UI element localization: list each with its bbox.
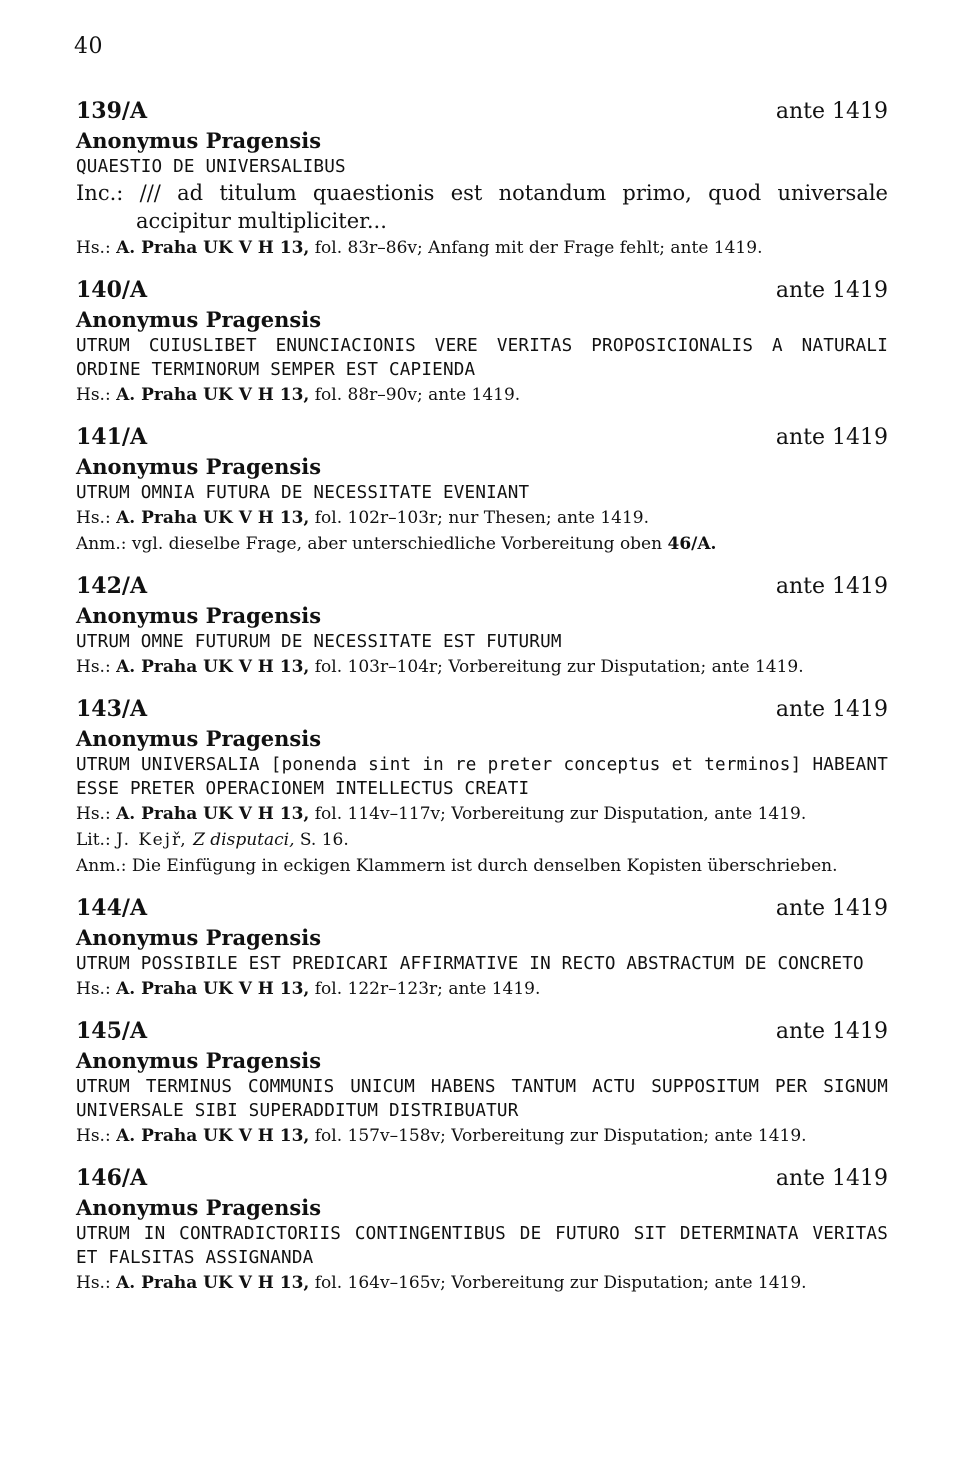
- manuscript-shelfmark: A. Praha UK V H 13,: [116, 508, 310, 528]
- annotation-reference: 46/A.: [667, 534, 717, 554]
- manuscript-label: Hs.:: [76, 657, 111, 677]
- manuscript-shelfmark: A. Praha UK V H 13,: [116, 1126, 310, 1146]
- entry-author: Anonymus Pragensis: [76, 726, 322, 751]
- manuscript-details: fol. 88r–90v; ante 1419.: [314, 385, 521, 405]
- entry-manuscript: [76, 654, 888, 680]
- manuscript-label: Hs.:: [76, 1126, 111, 1146]
- manuscript-shelfmark: A. Praha UK V H 13,: [116, 238, 310, 258]
- entry-manuscript: [76, 1123, 888, 1149]
- manuscript-shelfmark: A. Praha UK V H 13,: [116, 657, 310, 677]
- entry-header: [76, 1163, 888, 1194]
- entry-header: [76, 96, 888, 127]
- entry-annotation: [76, 853, 888, 879]
- entry-title: UTRUM TERMINUS COMMUNIS UNICUM HABENS TANTUM ACTU SUPPOSITUM PER SIGNUM UNIVERSALE SIBI SUPERADDITUM DISTRIBUATUR: [76, 1077, 888, 1121]
- manuscript-details: fol. 103r–104r; Vorbereitung zur Disputation; ante 1419.: [314, 657, 804, 677]
- entry-header: [76, 893, 888, 924]
- entry-date: ante 1419: [775, 99, 888, 124]
- entry-date: ante 1419: [775, 697, 888, 722]
- literature-page: S. 16.: [299, 830, 349, 850]
- entry-header: [76, 422, 888, 453]
- manuscript-details: fol. 102r–103r; nur Thesen; ante 1419.: [314, 508, 650, 528]
- entry-manuscript: [76, 235, 888, 261]
- entry-author: Anonymus Pragensis: [76, 603, 322, 628]
- annotation-label: Anm.:: [76, 856, 127, 876]
- entry-title: QUAESTIO DE UNIVERSALIBUS: [76, 157, 346, 177]
- entry-author: Anonymus Pragensis: [76, 925, 322, 950]
- incipit-label: Inc.:: [76, 181, 124, 205]
- entry-id: 146/A: [76, 1165, 148, 1191]
- entry-title: UTRUM CUIUSLIBET ENUNCIACIONIS VERE VERITAS PROPOSICIONALIS A NATURALI ORDINE TERMINORUM SEMPER EST CAPIENDA: [76, 336, 888, 380]
- entry-manuscript: [76, 801, 888, 827]
- entry-id: 140/A: [76, 277, 148, 303]
- entry-id: 143/A: [76, 696, 148, 722]
- entry-header: [76, 571, 888, 602]
- entry-id: 139/A: [76, 98, 148, 124]
- manuscript-shelfmark: A. Praha UK V H 13,: [116, 385, 310, 405]
- manuscript-label: Hs.:: [76, 804, 111, 824]
- entry-header: [76, 1016, 888, 1047]
- entry-id: 144/A: [76, 895, 148, 921]
- page-number: 40: [74, 34, 103, 59]
- entry-header: [76, 694, 888, 725]
- entry-id: 142/A: [76, 573, 148, 599]
- manuscript-details: fol. 83r–86v; Anfang mit der Frage fehlt; ante 1419.: [314, 238, 763, 258]
- entry-title: UTRUM IN CONTRADICTORIIS CONTINGENTIBUS DE FUTURO SIT DETERMINATA VERITAS ET FALSITAS ASSIGNANDA: [76, 1224, 888, 1268]
- manuscript-shelfmark: A. Praha UK V H 13,: [116, 979, 310, 999]
- catalogue-entry: [76, 694, 888, 879]
- catalogue-entry: [76, 893, 888, 1002]
- entry-title: UTRUM POSSIBILE EST PREDICARI AFFIRMATIVE IN RECTO ABSTRACTUM DE CONCRETO: [76, 954, 864, 974]
- entry-author: Anonymus Pragensis: [76, 454, 322, 479]
- manuscript-shelfmark: A. Praha UK V H 13,: [116, 804, 310, 824]
- entry-manuscript: [76, 505, 888, 531]
- annotation-label: Anm.:: [76, 534, 127, 554]
- entry-author: Anonymus Pragensis: [76, 128, 322, 153]
- entry-incipit: [76, 179, 888, 235]
- manuscript-label: Hs.:: [76, 238, 111, 258]
- entry-date: ante 1419: [775, 1019, 888, 1044]
- annotation-text: Die Einfügung in eckigen Klammern ist durch denselben Kopisten überschrieben.: [131, 856, 838, 876]
- entry-date: ante 1419: [775, 278, 888, 303]
- entry-date: ante 1419: [775, 1166, 888, 1191]
- annotation-text: vgl. dieselbe Frage, aber unterschiedliche Vorbereitung oben: [131, 534, 663, 554]
- catalogue-entry: [76, 275, 888, 408]
- manuscript-details: fol. 114v–117v; Vorbereitung zur Disputation, ante 1419.: [314, 804, 807, 824]
- manuscript-shelfmark: A. Praha UK V H 13,: [116, 1273, 310, 1293]
- entry-date: ante 1419: [775, 425, 888, 450]
- entry-annotation: [76, 531, 888, 557]
- entry-author: Anonymus Pragensis: [76, 1195, 322, 1220]
- entry-date: ante 1419: [775, 896, 888, 921]
- catalogue-entry: [76, 1016, 888, 1149]
- manuscript-details: fol. 157v–158v; Vorbereitung zur Disputation; ante 1419.: [314, 1126, 807, 1146]
- catalogue-entry: [76, 96, 888, 261]
- catalogue-entry: [76, 1163, 888, 1296]
- literature-work: Z disputaci,: [193, 830, 295, 850]
- manuscript-details: fol. 122r–123r; ante 1419.: [314, 979, 541, 999]
- entry-manuscript: [76, 1270, 888, 1296]
- entry-title: UTRUM OMNIA FUTURA DE NECESSITATE EVENIANT: [76, 483, 530, 503]
- entry-literature: [76, 827, 888, 853]
- entry-manuscript: [76, 976, 888, 1002]
- literature-author: J. Kejř,: [116, 830, 188, 850]
- manuscript-label: Hs.:: [76, 1273, 111, 1293]
- manuscript-label: Hs.:: [76, 508, 111, 528]
- manuscript-details: fol. 164v–165v; Vorbereitung zur Disputation; ante 1419.: [314, 1273, 807, 1293]
- catalogue-entry: [76, 571, 888, 680]
- entry-id: 145/A: [76, 1018, 148, 1044]
- manuscript-label: Hs.:: [76, 979, 111, 999]
- entry-header: [76, 275, 888, 306]
- catalogue-entries: [76, 96, 888, 1310]
- entry-title: UTRUM OMNE FUTURUM DE NECESSITATE EST FUTURUM: [76, 632, 562, 652]
- entry-author: Anonymus Pragensis: [76, 307, 322, 332]
- entry-title: UTRUM UNIVERSALIA [ponenda sint in re preter conceptus et terminos] HABEANT ESSE PRETER OPERACIONEM INTELLECTUS CREATI: [76, 755, 888, 799]
- entry-date: ante 1419: [775, 574, 888, 599]
- entry-id: 141/A: [76, 424, 148, 450]
- incipit-text: /// ad titulum quaestionis est notandum primo, quod universale accipitur multipliciter...: [136, 181, 888, 233]
- catalogue-entry: [76, 422, 888, 557]
- entry-author: Anonymus Pragensis: [76, 1048, 322, 1073]
- entry-manuscript: [76, 382, 888, 408]
- literature-label: Lit.:: [76, 830, 111, 850]
- manuscript-label: Hs.:: [76, 385, 111, 405]
